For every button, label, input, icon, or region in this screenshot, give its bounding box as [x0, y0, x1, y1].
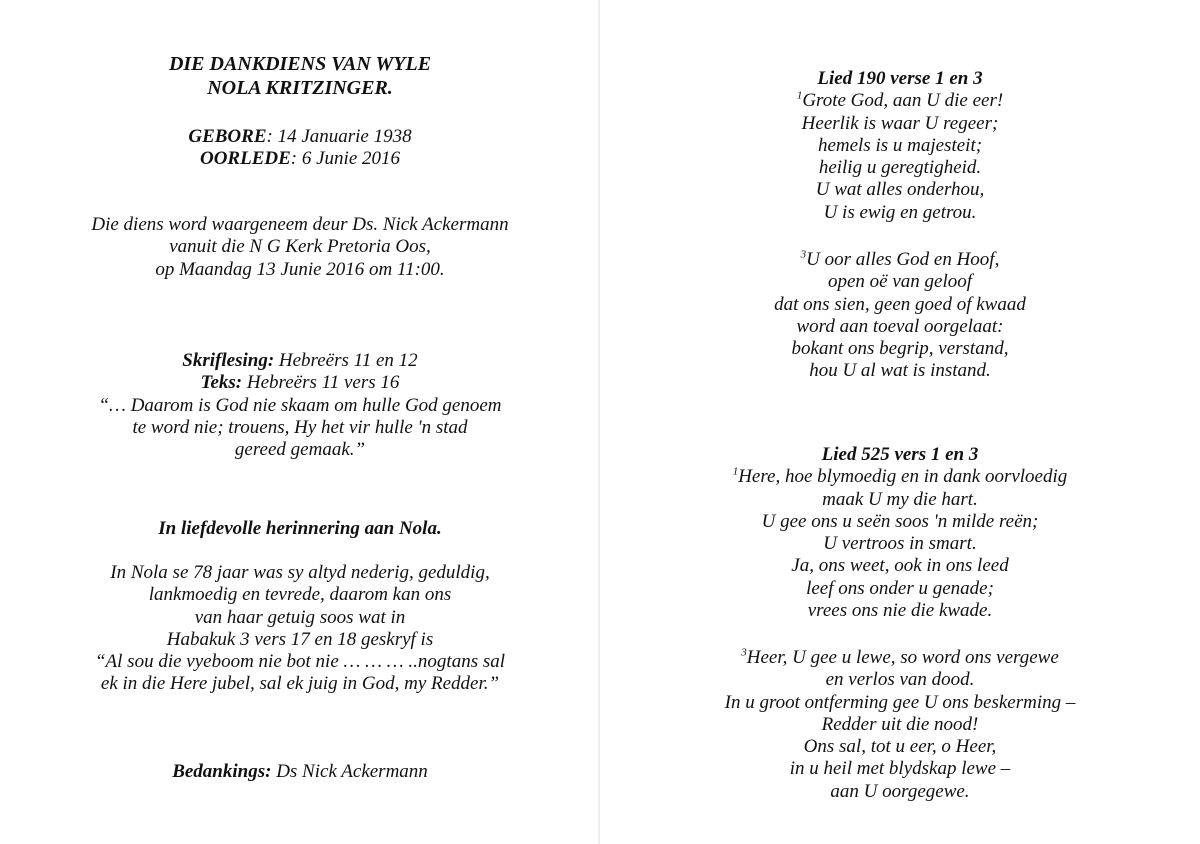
text-value: Hebreërs 11 vers 16: [242, 372, 400, 394]
hymn-line: word aan toeval oorgelaat:: [796, 315, 1004, 337]
title-line: NOLA KRITZINGER.: [207, 77, 393, 99]
hymn-heading: Lied 525 vers 1 en 3: [821, 444, 979, 465]
scripture-section: [0, 350, 600, 461]
verse-number: 1: [796, 89, 803, 102]
thanks-section: [0, 761, 600, 783]
service-line: Die diens word waargeneem deur Ds. Nick Ackermann: [91, 214, 509, 235]
died-value: : 6 Junie 2016: [290, 148, 401, 170]
hymn-line: leef ons onder u genade;: [806, 577, 994, 599]
verse-number: 3: [800, 248, 807, 261]
hymn-line: hemels is u majesteit;: [817, 134, 983, 156]
died-label: OORLEDE: [199, 148, 291, 170]
text-label: Teks:: [200, 372, 243, 394]
service-line: vanuit die N G Kerk Pretoria Oos,: [169, 236, 431, 258]
hymn-190-verse-3: [600, 249, 1200, 383]
born-line: [0, 126, 600, 148]
hymn-line: $^3$Heer, U gee u lewe, so word ons vergewe: [741, 646, 1059, 668]
memory-line: lankmoedig en tevrede, daarom kan ons: [148, 584, 452, 606]
hymn-line: hou U al wat is instand.: [809, 360, 991, 382]
hymn-line: In u groot ontferming gee U ons beskerming –: [724, 691, 1076, 713]
hymn-line: U wat alles onderhou,: [815, 179, 985, 201]
quote-line: te word nie; trouens, Hy het vir hulle 'n stad: [132, 416, 468, 438]
memory-section: [0, 518, 600, 540]
died-line: [0, 148, 600, 170]
hymn-line: bokant ons begrip, verstand,: [791, 338, 1009, 360]
hymn-line: maak U my die hart.: [822, 488, 978, 510]
reading-value: Hebreërs 11 en 12: [274, 350, 418, 371]
hymn-line: in u heil met blydskap lewe –: [789, 758, 1011, 780]
hymn-line: aan U oorgegewe.: [830, 780, 970, 802]
life-dates: [0, 126, 600, 171]
hymn-525: [600, 444, 1200, 622]
quote-line: “… Daarom is God nie skaam om hulle God genoem: [98, 394, 502, 416]
memory-text: [0, 562, 600, 696]
hymn-line: U gee ons u seën soos 'n milde reën;: [761, 510, 1039, 532]
memory-line: Habakuk 3 vers 17 en 18 geskryf is: [166, 628, 434, 650]
hymn-line: Redder uit die nood!: [821, 713, 979, 735]
memory-heading: In liefdevolle herinnering aan Nola.: [158, 518, 442, 539]
reading-line: [0, 350, 600, 372]
hymn-line: heilig u geregtigheid.: [818, 157, 982, 179]
thanks-line: [0, 761, 600, 783]
hymn-line: $^3$U oor alles God en Hoof,: [800, 248, 1000, 270]
hymn-line: Ja, ons weet, ook in ons leed: [791, 555, 1009, 577]
service-details: [0, 214, 600, 281]
hymn-line: U is ewig en getrou.: [823, 201, 977, 223]
memory-line: ek in die Here jubel, sal ek juig in God, my Redder.”: [100, 673, 500, 695]
verse-number: 3: [741, 646, 747, 659]
reading-label: Skriflesing:: [182, 350, 275, 371]
hymn-heading: Lied 190 verse 1 en 3: [817, 68, 983, 89]
hymn-line: open oë van geloof: [827, 271, 973, 293]
hymn-line: U vertroos in smart.: [823, 533, 977, 555]
thanks-label: Bedankings:: [172, 761, 272, 782]
service-title: [0, 52, 600, 100]
hymn-line: vrees ons nie die kwade.: [807, 600, 993, 622]
right-page: [600, 0, 1200, 844]
title-line: DIE DANKDIENS VAN WYLE: [168, 53, 432, 75]
born-label: GEBORE: [188, 126, 267, 147]
memory-line: van haar getuig soos wat in: [194, 606, 406, 628]
hymn-line: en verlos van dood.: [825, 669, 975, 691]
verse-number: 1: [732, 465, 739, 478]
thanks-value: Ds Nick Ackermann: [271, 761, 428, 782]
hymn-line: $^1$Grote God, aan U die eer!: [796, 89, 1004, 112]
born-value: : 14 Januarie 1938: [266, 126, 412, 147]
hymn-line: dat ons sien, geen goed of kwaad: [774, 293, 1026, 315]
hymn-line: $^1$Here, hoe blymoedig en in dank oorvloedig: [732, 465, 1068, 488]
memory-line: In Nola se 78 jaar was sy altyd nederig, geduldig,: [110, 562, 490, 583]
memory-line: “Al sou die vyeboom nie bot nie … … … ..nogtans sal: [94, 651, 506, 673]
service-line: op Maandag 13 Junie 2016 om 11:00.: [155, 258, 445, 280]
text-line: [0, 372, 600, 394]
quote-line: gereed gemaak.”: [234, 439, 366, 461]
hymn-line: Ons sal, tot u eer, o Heer,: [803, 736, 997, 758]
hymn-190: [600, 68, 1200, 224]
hymn-line: Heerlik is waar U regeer;: [801, 112, 999, 134]
hymn-525-verse-3: [600, 647, 1200, 803]
